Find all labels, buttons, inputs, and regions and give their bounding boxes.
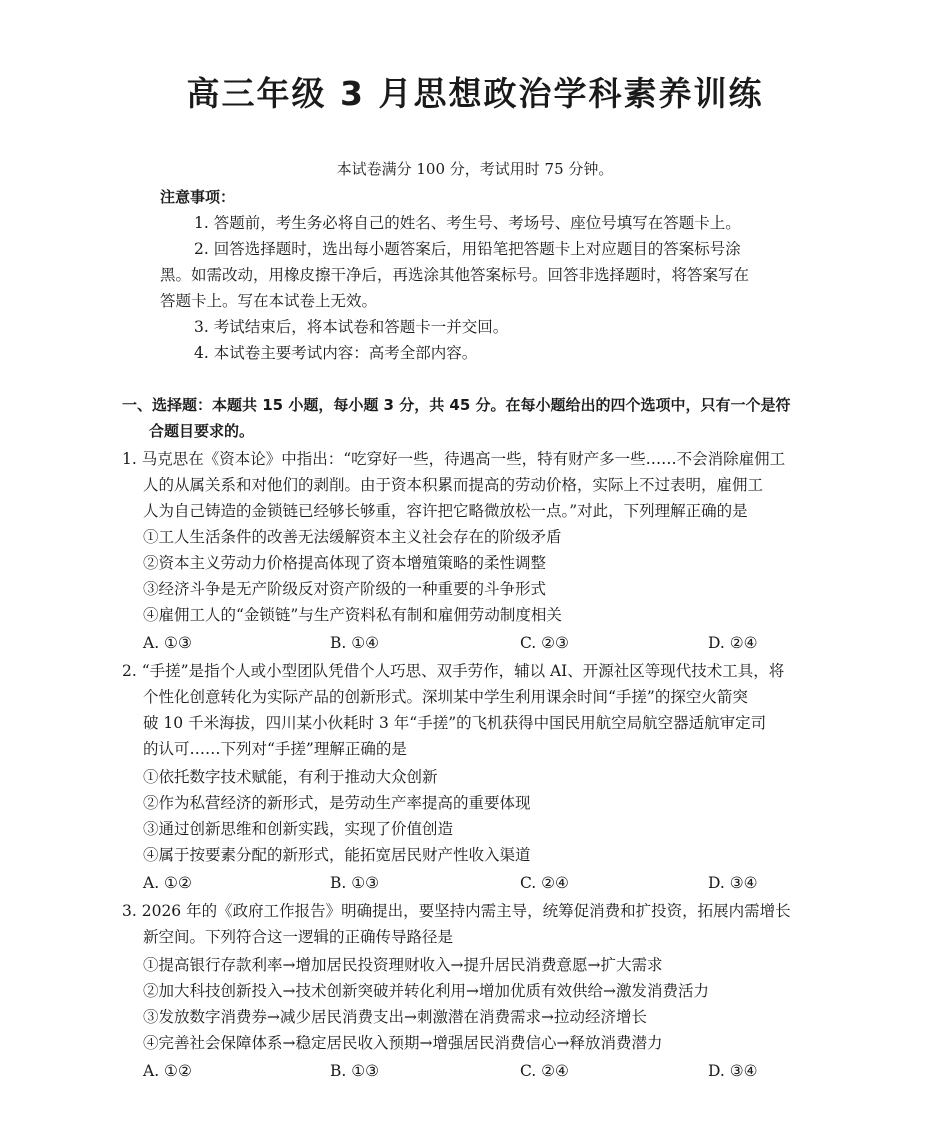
q2-item: ①依托数字技术赋能，有利于推动大众创新: [143, 768, 438, 786]
notes-heading: 注意事项：: [160, 188, 236, 206]
q1-item: ①工人生活条件的改善无法缓解资本主义社会存在的阶级矛盾: [143, 528, 562, 546]
q2-stem: 破 10 千米海拔，四川某小伙耗时 3 年“手搓”的飞机获得中国民用航空局航空器适航审定司: [143, 714, 767, 732]
q3-stem: 3. 2026 年的《政府工作报告》明确提出，要坚持内需主导，统筹促消费和扩投资，拓展内需增长: [122, 902, 791, 920]
q2-item: ④属于按要素分配的新形式，能拓宽居民财产性收入渠道: [143, 846, 531, 864]
q3-stem: 新空间。下列符合这一逻辑的正确传导路径是: [143, 928, 454, 946]
q2-option-a: A. ①②: [143, 874, 192, 892]
q1-stem: 1. 马克思在《资本论》中指出：“吃穿好一些，待遇高一些，特有财产多一些……不会消除雇佣工: [122, 450, 786, 468]
q3-item: ③发放数字消费券→减少居民消费支出→刺激潜在消费需求→拉动经济增长: [143, 1008, 647, 1026]
page-title: 高三年级 3 月思想政治学科素养训练: [186, 74, 764, 113]
q2-item: ②作为私营经济的新形式，是劳动生产率提高的重要体现: [143, 794, 531, 812]
q2-option-d: D. ③④: [708, 874, 758, 892]
note-line: 2. 回答选择题时，选出每小题答案后，用铅笔把答题卡上对应题目的答案标号涂: [194, 240, 741, 258]
q1-item: ④雇佣工人的“金锁链”与生产资料私有制和雇佣劳动制度相关: [143, 606, 562, 624]
note-line: 3. 考试结束后，将本试卷和答题卡一并交回。: [194, 318, 509, 336]
section-heading-cont: 合题目要求的。: [149, 422, 255, 440]
q1-option-b: B. ①④: [330, 634, 380, 652]
note-line: 1. 答题前，考生务必将自己的姓名、考生号、考场号、座位号填写在答题卡上。: [194, 214, 741, 232]
q3-item: ②加大科技创新投入→技术创新突破并转化利用→增加优质有效供给→激发消费活力: [143, 982, 709, 1000]
q3-option-b: B. ①③: [330, 1062, 380, 1080]
note-line: 黑。如需改动，用橡皮擦干净后，再选涂其他答案标号。回答非选择题时，将答案写在: [160, 266, 750, 284]
note-line: 4. 本试卷主要考试内容：高考全部内容。: [194, 344, 478, 362]
q2-stem: 个性化创意转化为实际产品的创新形式。深圳某中学生利用课余时间“手搓”的探空火箭突: [143, 688, 748, 706]
q1-option-c: C. ②③: [520, 634, 569, 652]
exam-intro: 本试卷满分 100 分，考试用时 75 分钟。: [336, 160, 614, 178]
q3-option-a: A. ①②: [143, 1062, 192, 1080]
q2-option-b: B. ①③: [330, 874, 380, 892]
q3-item: ④完善社会保障体系→稳定居民收入预期→增强居民消费信心→释放消费潜力: [143, 1034, 663, 1052]
q1-item: ②资本主义劳动力价格提高体现了资本增殖策略的柔性调整: [143, 554, 547, 572]
q3-option-c: C. ②④: [520, 1062, 569, 1080]
q1-option-a: A. ①③: [143, 634, 192, 652]
q1-item: ③经济斗争是无产阶级反对资产阶级的一种重要的斗争形式: [143, 580, 547, 598]
q2-stem: 2. “手搓”是指个人或小型团队凭借个人巧思、双手劳作，辅以 AI、开源社区等现代技术工具，将: [122, 662, 785, 680]
q2-stem: 的认可……下列对“手搓”理解正确的是: [143, 740, 407, 758]
q2-item: ③通过创新思维和创新实践，实现了价值创造: [143, 820, 454, 838]
q3-option-d: D. ③④: [708, 1062, 758, 1080]
note-line: 答题卡上。写在本试卷上无效。: [160, 292, 378, 310]
q3-item: ①提高银行存款利率→增加居民投资理财收入→提升居民消费意愿→扩大需求: [143, 956, 663, 974]
q1-stem: 人为自己铸造的金锁链已经够长够重，容许把它略微放松一点。”对此，下列理解正确的是: [143, 502, 748, 520]
q1-stem: 人的从属关系和对他们的剥削。由于资本积累而提高的劳动价格，实际上不过表明，雇佣工: [143, 476, 764, 494]
q1-option-d: D. ②④: [708, 634, 758, 652]
q2-option-c: C. ②④: [520, 874, 569, 892]
section-heading: 一、选择题：本题共 15 小题，每小题 3 分，共 45 分。在每小题给出的四个选项中，只有一个是符: [122, 396, 791, 414]
